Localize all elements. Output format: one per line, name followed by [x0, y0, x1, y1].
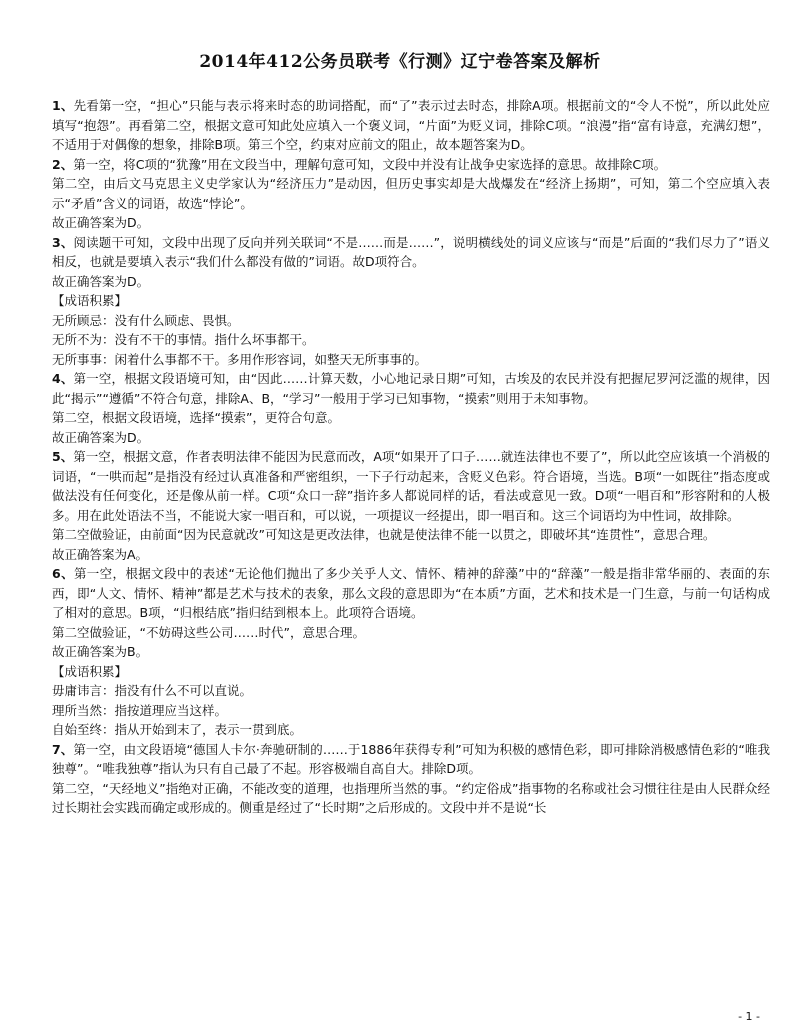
paragraph-text: 故正确答案为D。	[52, 429, 150, 445]
paragraph	[52, 369, 770, 408]
paragraph-text: 无所不为：没有不干的事情。指什么坏事都干。	[52, 332, 315, 347]
document-body	[52, 96, 770, 818]
paragraph-text: 阅读题干可知，文段中出现了反向并列关联词“不是……而是……”，说明横线处的词义应该与“而是”后面的“我们尽力了”语义相反，也就是要填入表示“我们什么都没有做的”词语。故D项符合。	[52, 234, 770, 269]
paragraph-text: 【成语积累】	[52, 663, 128, 679]
paragraph-text: 第一空，将C项的“犹豫”用在文段当中，理解句意可知，文段中并没有让战争史家选择的意思。故排除C项。	[73, 156, 667, 172]
question-number: 7、	[52, 741, 74, 757]
document-title: 2014年412公务员联考《行测》辽宁卷答案及解析	[199, 52, 601, 72]
paragraph-text: 自始至终：指从开始到末了，表示一贯到底。	[52, 722, 303, 737]
question-number: 5、	[52, 449, 74, 464]
paragraph-text: 无所顾忌：没有什么顾虑、畏惧。	[52, 312, 240, 328]
paragraph-text: 故正确答案为A。	[52, 546, 149, 562]
paragraph-text: 第一空，由文段语境“德国人卡尔·奔驰研制的……于1886年获得专利”可知为积极的感情色彩，即可排除消极感情色彩的“唯我独尊”。“唯我独尊”指认为只有自己最了不起。形容极端自高自大。排除D项。	[52, 741, 770, 776]
paragraph	[52, 174, 770, 213]
question-number: 1、	[52, 98, 74, 113]
paragraph	[52, 447, 770, 525]
paragraph-text: 第一空，根据文段中的表述“无论他们抛出了多少关乎人文、情怀、精神的辞藻”中的“辞藻”一般是指非常华丽的、表面的东西，即“人文、情怀、精神”都是艺术与技术的表象，那么文段的意思即为“在本质”方面，艺术和技术是一门生意，与前一句话构成了相对的意思。B项，“归根结底”指归结到根本上。此项符合语境。	[52, 566, 771, 620]
paragraph-text: 理所当然：指按道理应当这样。	[52, 702, 228, 718]
paragraph	[52, 701, 770, 721]
paragraph-text: 第二空，“天经地义”指绝对正确，不能改变的道理，也指理所当然的事。“约定俗成”指事物的名称或社会习惯往往是由人民群众经过长期社会实践而确定或形成的。侧重是经过了“长时期”之后形成的。文段中并不是说“长	[52, 780, 770, 815]
paragraph-text: 第二空，由后文马克思主义史学家认为“经济压力”是动因，但历史事实却是大战爆发在“经济上扬期”，可知，第二个空应填入表示“矛盾”含义的词语，故选“悖论”。	[52, 176, 770, 211]
question-number: 6、	[52, 566, 74, 581]
paragraph	[52, 155, 770, 175]
paragraph	[52, 213, 770, 233]
paragraph	[52, 272, 770, 292]
paragraph-text: 第一空，根据文段语境可知，由“因此……计算天数，小心地记录日期”可知，古埃及的农民并没有把握尼罗河泛滥的规律，因此“揭示”“遵循”不符合句意，排除A、B，“学习”一般用于学习已知事物，“摸索”则用于未知事物。	[52, 371, 770, 406]
question-number: 2、	[52, 156, 74, 172]
paragraph	[52, 311, 770, 331]
paragraph-text: 故正确答案为D。	[52, 215, 150, 230]
question-number: 4、	[52, 371, 74, 386]
paragraph	[52, 779, 770, 818]
paragraph-text: 第二空，根据文段语境，选择“摸索”，更符合句意。	[52, 410, 340, 425]
paragraph	[52, 233, 770, 272]
paragraph	[52, 350, 770, 370]
paragraph	[52, 545, 770, 565]
paragraph-text: 第二空做验证，“不妨碍这些公司……时代”，意思合理。	[52, 624, 365, 640]
paragraph	[52, 681, 770, 701]
paragraph-text: 故正确答案为B。	[52, 644, 149, 659]
paragraph	[52, 408, 770, 428]
paragraph	[52, 662, 770, 682]
paragraph	[52, 642, 770, 662]
page-number: - 1 -	[738, 1010, 760, 1023]
paragraph-text: 【成语积累】	[52, 293, 128, 308]
paragraph	[52, 720, 770, 740]
paragraph	[52, 291, 770, 311]
paragraph-text: 先看第一空，“担心”只能与表示将来时态的助词搭配，而“了”表示过去时态，排除A项。根据前文的“令人不悦”，所以此处应填写“抱怨”。再看第二空，根据文意可知此处应填入一个褒义词，“片面”为贬义词，排除C项。“浪漫”指“富有诗意，充满幻想”，不适用于对偶像的想象，排除B项。第三个空，约束对应前文的阻止，故本题答案为D。	[52, 98, 770, 152]
question-number: 3、	[52, 234, 74, 250]
paragraph-text: 第一空，根据文意，作者表明法律不能因为民意而改，A项“如果开了口子……就连法律也不要了”，所以此空应该填一个消极的词语，“一哄而起”是指没有经过认真准备和严密组织，一下子行动起来，含贬义色彩。符合语境，当选。B项“一如既往”指态度或做法没有任何变化，还是像从前一样。C项“众口一辞”指许多人都说同样的话，看法或意见一致。D项“一唱百和”形容附和的人极多。用在此处语法不当，不能说大家一唱百和，可以说，一项提议一经提出，即一唱百和。这三个词语均为中性词，故排除。	[52, 449, 770, 523]
paragraph	[52, 623, 770, 643]
paragraph	[52, 428, 770, 448]
paragraph-text: 故正确答案为D。	[52, 273, 150, 289]
paragraph-text: 无所事事：闲着什么事都不干。多用作形容词，如整天无所事事的。	[52, 351, 428, 367]
paragraph	[52, 564, 770, 623]
paragraph	[52, 740, 770, 779]
paragraph	[52, 525, 770, 545]
paragraph-text: 毋庸讳言：指没有什么不可以直说。	[52, 683, 253, 698]
paragraph	[52, 96, 770, 155]
paragraph-text: 第二空做验证，由前面“因为民意就改”可知这是更改法律，也就是使法律不能一以贯之，即破坏其“连贯性”，意思合理。	[52, 527, 716, 542]
paragraph	[52, 330, 770, 350]
